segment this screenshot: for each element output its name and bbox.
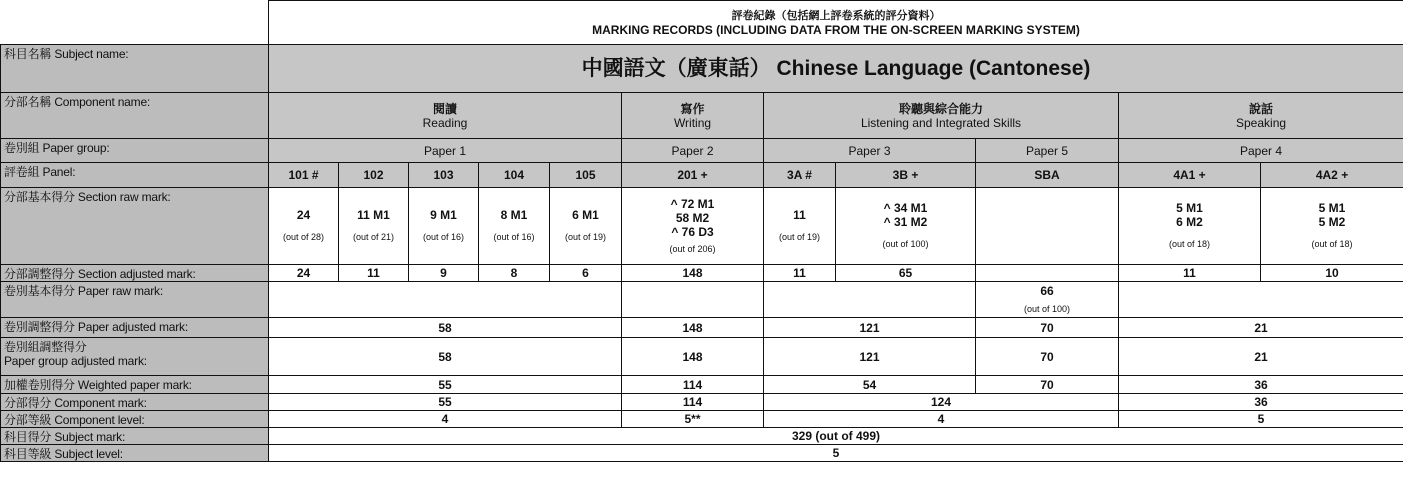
component-mark-reading: 55 <box>269 394 622 411</box>
sheet-header <box>269 1 1403 45</box>
component-reading <box>269 93 622 139</box>
label-paper-group-adjusted: 卷別組調整得分 Paper group adjusted mark: <box>1 338 269 376</box>
panel-cell: 3B + <box>836 163 976 188</box>
paper-group-adjusted-p1: 58 <box>269 338 622 376</box>
label-subject-mark: 科目得分 Subject mark: <box>1 428 269 445</box>
section-adjusted-103: 9 <box>409 265 479 282</box>
label-component-level: 分部等級 Component level: <box>1 411 269 428</box>
paper-group-adjusted-p4: 21 <box>1119 338 1403 376</box>
label-section-adjusted: 分部調整得分 Section adjusted mark: <box>1 265 269 282</box>
panel-cell: 201 + <box>622 163 764 188</box>
label-section-raw: 分部基本得分 Section raw mark: <box>1 188 269 265</box>
paper-group-adjusted-p5: 70 <box>976 338 1119 376</box>
label-component-name: 分部名稱 Component name: <box>1 93 269 139</box>
section-raw-105: 6 M1 (out of 19) <box>550 188 622 265</box>
subject-level-value: 5 <box>269 445 1403 462</box>
component-level-reading: 4 <box>269 411 622 428</box>
section-raw-103: 9 M1 (out of 16) <box>409 188 479 265</box>
weighted-paper-p3: 54 <box>764 376 976 394</box>
paper-adjusted-p5: 70 <box>976 318 1119 338</box>
component-level-writing: 5** <box>622 411 764 428</box>
section-adjusted-104: 8 <box>479 265 550 282</box>
section-adjusted-3a: 11 <box>764 265 836 282</box>
component-writing-en: Writing <box>673 115 712 130</box>
component-writing <box>622 93 764 139</box>
component-level-listening: 4 <box>764 411 1119 428</box>
section-adjusted-102: 11 <box>339 265 409 282</box>
paper-group-2: Paper 2 <box>622 139 764 163</box>
section-adjusted-4a1: 11 <box>1119 265 1261 282</box>
section-adjusted-3b: 65 <box>836 265 976 282</box>
component-mark-speaking: 36 <box>1119 394 1403 411</box>
section-raw-3b: ^ 34 M1 ^ 31 M2 (out of 100) <box>836 188 976 265</box>
label-panel: 評卷組 Panel: <box>1 163 269 188</box>
header-title-cn: 評卷紀錄（包括網上評卷系統的評分資料） <box>731 10 941 22</box>
section-raw-4a1: 5 M1 6 M2 (out of 18) <box>1119 188 1261 265</box>
paper-adjusted-p4: 21 <box>1119 318 1403 338</box>
component-listening-cn: 聆聽與綜合能力 <box>898 101 983 116</box>
label-weighted-paper: 加權卷別得分 Weighted paper mark: <box>1 376 269 394</box>
section-raw-201: ^ 72 M1 58 M2 ^ 76 D3 (out of 206) <box>622 188 764 265</box>
weighted-paper-p1: 55 <box>269 376 622 394</box>
component-speaking-cn: 說話 <box>1249 101 1274 116</box>
paper-raw-p1 <box>269 282 622 318</box>
paper-raw-sba: 66 (out of 100) <box>976 282 1119 318</box>
paper-adjusted-p3: 121 <box>764 318 976 338</box>
panel-cell: 3A # <box>764 163 836 188</box>
paper-group-1: Paper 1 <box>269 139 622 163</box>
paper-group-adjusted-p2: 148 <box>622 338 764 376</box>
subject-name-value: 中國語文（廣東話） Chinese Language (Cantonese) <box>269 45 1403 93</box>
component-reading-cn: 閱讀 <box>432 101 457 116</box>
panel-cell: 102 <box>339 163 409 188</box>
section-raw-4a2: 5 M1 5 M2 (out of 18) <box>1261 188 1403 265</box>
label-component-mark: 分部得分 Component mark: <box>1 394 269 411</box>
section-adjusted-101: 24 <box>269 265 339 282</box>
label-paper-adjusted: 卷別調整得分 Paper adjusted mark: <box>1 318 269 338</box>
header-blank <box>1 1 269 45</box>
panel-cell: 105 <box>550 163 622 188</box>
section-adjusted-201: 148 <box>622 265 764 282</box>
component-speaking <box>1119 93 1403 139</box>
paper-raw-p2 <box>622 282 764 318</box>
component-mark-writing: 114 <box>622 394 764 411</box>
weighted-paper-p5: 70 <box>976 376 1119 394</box>
panel-cell: 4A2 + <box>1261 163 1403 188</box>
subject-mark-value: 329 (out of 499) <box>269 428 1403 445</box>
component-level-speaking: 5 <box>1119 411 1403 428</box>
panel-cell: 104 <box>479 163 550 188</box>
panel-cell: 101 # <box>269 163 339 188</box>
component-reading-en: Reading <box>422 115 468 130</box>
section-raw-102: 11 M1 (out of 21) <box>339 188 409 265</box>
paper-adjusted-p2: 148 <box>622 318 764 338</box>
section-raw-3a: 11 (out of 19) <box>764 188 836 265</box>
section-raw-101: 24 (out of 28) <box>269 188 339 265</box>
paper-group-adjusted-p3: 121 <box>764 338 976 376</box>
paper-group-5: Paper 5 <box>976 139 1119 163</box>
component-writing-cn: 寫作 <box>680 101 705 116</box>
paper-group-3: Paper 3 <box>764 139 976 163</box>
section-adjusted-105: 6 <box>550 265 622 282</box>
label-paper-group: 卷別組 Paper group: <box>1 139 269 163</box>
component-speaking-en: Speaking <box>1236 115 1287 130</box>
section-adjusted-sba <box>976 265 1119 282</box>
section-raw-sba <box>976 188 1119 265</box>
component-mark-listening: 124 <box>764 394 1119 411</box>
paper-raw-p4 <box>1119 282 1403 318</box>
panel-cell: SBA <box>976 163 1119 188</box>
label-paper-raw: 卷別基本得分 Paper raw mark: <box>1 282 269 318</box>
paper-raw-p3 <box>764 282 976 318</box>
panel-cell: 103 <box>409 163 479 188</box>
paper-group-4: Paper 4 <box>1119 139 1403 163</box>
component-listening <box>764 93 1119 139</box>
paper-adjusted-p1: 58 <box>269 318 622 338</box>
weighted-paper-p2: 114 <box>622 376 764 394</box>
header-title-en: MARKING RECORDS (INCLUDING DATA FROM THE ON-SCREEN MARKING SYSTEM) <box>592 23 1080 37</box>
label-subject-level: 科目等級 Subject level: <box>1 445 269 462</box>
section-raw-104: 8 M1 (out of 16) <box>479 188 550 265</box>
panel-cell: 4A1 + <box>1119 163 1261 188</box>
component-listening-en: Listening and Integrated Skills <box>860 115 1022 130</box>
section-adjusted-4a2: 10 <box>1261 265 1403 282</box>
label-subject-name: 科目名稱 Subject name: <box>1 45 269 93</box>
weighted-paper-p4: 36 <box>1119 376 1403 394</box>
